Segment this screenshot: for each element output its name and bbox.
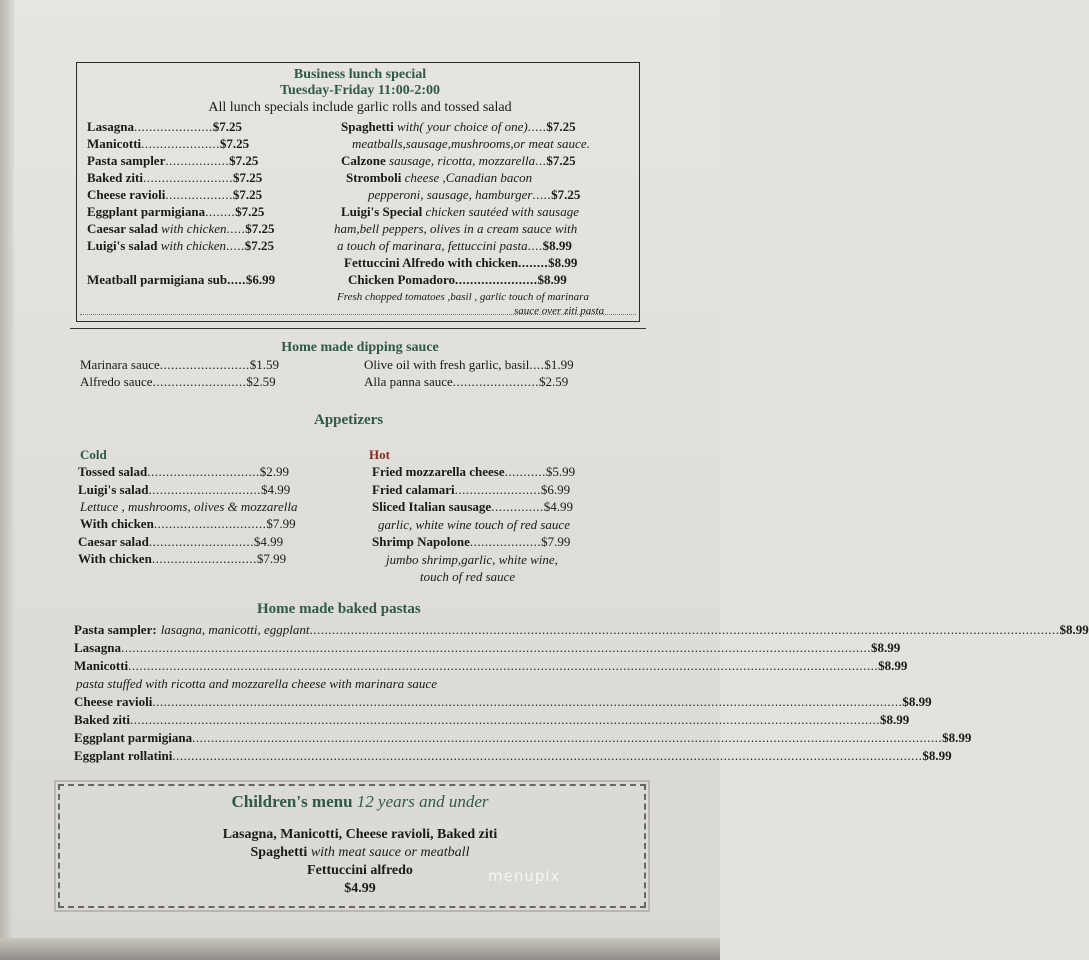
appetizer-item: Fried calamari.......................$6.99 xyxy=(372,482,571,497)
appetizer-item: Sliced Italian sausage..............$4.99 xyxy=(372,499,573,514)
lunch-stromboli-desc: pepperoni, sausage, hamburger.....$7.25 xyxy=(368,187,581,202)
item-price: $8.99 xyxy=(878,658,908,673)
item-name: Baked ziti xyxy=(87,170,143,185)
kids-line-1: Lasagna, Manicotti, Cheese ravioli, Baked ziti xyxy=(222,827,498,842)
item-name: Cheese ravioli xyxy=(87,187,166,202)
lunch-menu-item: Caesar salad with chicken.....$7.25 xyxy=(87,221,275,236)
lunch-menu-item: Luigi's salad with chicken.....$7.25 xyxy=(87,238,275,253)
item-name: Cheese ravioli xyxy=(74,694,153,709)
lunch-pomadoro-desc2: sauce over ziti pasta xyxy=(514,305,605,317)
appetizer-item: Caesar salad............................$4.99 xyxy=(78,534,284,549)
item-price: $8.99 xyxy=(1059,622,1089,637)
pasta-item: Cheese ravioli ........................................................................................................................................................................................................ $8.99 xyxy=(74,694,932,709)
table-surface xyxy=(0,938,720,960)
item-name: Manicotti xyxy=(74,658,129,673)
pasta-item: Eggplant rollatini ........................................................................................................................................................................................................ $8.99 xyxy=(74,748,952,763)
appetizer-item: Tossed salad..............................$2.99 xyxy=(78,464,289,479)
lunch-luigis-special: Luigi's Special chicken sautéed with sausage xyxy=(341,204,579,219)
lunch-spaghetti: Spaghetti with( your choice of one).....$7.25 xyxy=(341,119,576,134)
kids-line-3: Fettuccini alfredo xyxy=(307,863,413,878)
kids-title-line xyxy=(0,792,720,812)
item-name: Eggplant rollatini xyxy=(74,748,173,763)
item-name: Eggplant parmigiana xyxy=(74,730,193,745)
pasta-item: Baked ziti ........................................................................................................................................................................................................ $8.99 xyxy=(74,712,910,727)
lunch-hours: Tuesday-Friday 11:00-2:00 xyxy=(279,83,441,98)
dipping-item: Alla panna sauce.......................$2.59 xyxy=(364,374,569,389)
item-price: $7.25 xyxy=(245,221,275,236)
appetizer-desc: garlic, white wine touch of red sauce xyxy=(378,517,570,532)
lunch-menu-item: Pasta sampler.................$7.25 xyxy=(87,153,259,168)
item-name: Pasta sampler: xyxy=(74,622,157,637)
lunch-menu-item: Baked ziti........................$7.25 xyxy=(87,170,263,185)
pasta-item: Lasagna ........................................................................................................................................................................................................ $8.99 xyxy=(74,640,901,655)
lunch-note: All lunch specials include garlic rolls and tossed salad xyxy=(208,100,512,115)
dipping-item: Olive oil with fresh garlic, basil....$1.99 xyxy=(364,357,574,372)
lunch-special-desc: ham,bell peppers, olives in a cream sauce with xyxy=(334,221,578,236)
item-price: $7.25 xyxy=(229,153,259,168)
kids-line-2: Spaghetti with meat sauce or meatball xyxy=(250,845,470,860)
item-price: $7.25 xyxy=(212,119,242,134)
item-price: $8.99 xyxy=(942,730,972,745)
item-price: $8.99 xyxy=(902,694,932,709)
kids-price: $4.99 xyxy=(344,881,376,896)
pasta-desc: pasta stuffed with ricotta and mozzarella cheese with marinara sauce xyxy=(76,676,437,691)
item-price: $7.25 xyxy=(235,204,265,219)
item-price: $6.99 xyxy=(245,272,276,287)
dipping-item: Alfredo sauce.........................$2.59 xyxy=(80,374,276,389)
lunch-menu-item: Cheese ravioli..................$7.25 xyxy=(87,187,263,202)
lunch-menu-item: Manicotti.....................$7.25 xyxy=(87,136,250,151)
appetizer-item: Shrimp Napolone...................$7.99 xyxy=(372,534,571,549)
item-desc: lasagna, manicotti, eggplant xyxy=(160,622,310,637)
item-name: Luigi's salad xyxy=(87,238,158,253)
page-edge xyxy=(0,0,14,960)
watermark: menupix xyxy=(488,867,561,885)
lunch-stromboli: Stromboli cheese ,Canadian bacon xyxy=(346,170,533,185)
dipping-title: Home made dipping sauce xyxy=(281,340,439,355)
item-desc: with chicken xyxy=(160,238,227,253)
appetizer-item: With chicken..............................$7.99 xyxy=(80,516,296,531)
item-price: $8.99 xyxy=(922,748,952,763)
appetizers-cold-label: Cold xyxy=(80,447,107,462)
appetizer-item: Luigi's salad..............................$4.99 xyxy=(78,482,291,497)
section-divider xyxy=(70,328,646,329)
lunch-calzone: Calzone sausage, ricotta, mozzarella...$7.25 xyxy=(341,153,576,168)
item-name: Lasagna xyxy=(87,119,134,134)
item-name: Eggplant parmigiana xyxy=(87,204,206,219)
item-name: Baked ziti xyxy=(74,712,130,727)
item-price: $7.25 xyxy=(244,238,275,253)
item-name: Caesar salad xyxy=(87,221,158,236)
item-name: Lasagna xyxy=(74,640,121,655)
item-name: Meatball parmigiana sub xyxy=(87,272,228,287)
appetizer-desc: Lettuce , mushrooms, olives & mozzarella xyxy=(80,499,298,514)
lunch-pomadoro: Chicken Pomadoro......................$8.99 xyxy=(348,272,567,287)
item-price: $8.99 xyxy=(870,640,901,655)
lunch-menu-item: Lasagna.....................$7.25 xyxy=(87,119,242,134)
item-price: $7.25 xyxy=(232,170,263,185)
kids-title: Children's menu xyxy=(231,792,353,811)
item-price: $7.25 xyxy=(232,187,263,202)
lunch-title: Business lunch special xyxy=(293,67,427,82)
kids-subtitle: 12 years and under xyxy=(356,792,489,811)
appetizer-desc: jumbo shrimp,garlic, white wine, xyxy=(386,552,558,567)
pasta-item: Manicotti ........................................................................................................................................................................................................ $8.99 xyxy=(74,658,908,673)
lunch-special-desc2: a touch of marinara, fettuccini pasta....$8.99 xyxy=(337,238,572,253)
lunch-fettuccini: Fettuccini Alfredo with chicken........$8.99 xyxy=(344,255,578,270)
item-name: Manicotti xyxy=(87,136,142,151)
item-price: $8.99 xyxy=(879,712,910,727)
appetizer-item: With chicken............................$7.99 xyxy=(78,551,287,566)
appetizers-title: Appetizers xyxy=(314,412,384,428)
item-price: $7.25 xyxy=(219,136,250,151)
lunch-sub-item: Meatball parmigiana sub.....$6.99 xyxy=(87,272,276,287)
pasta-item: Pasta sampler: lasagna, manicotti, eggplant ........................................................................................................................................................................................................ $8.99 xyxy=(74,622,1089,637)
appetizer-item: Fried mozzarella cheese...........$5.99 xyxy=(372,464,576,479)
appetizer-desc: touch of red sauce xyxy=(420,569,516,584)
lunch-spaghetti-desc: meatballs,sausage,mushrooms,or meat sauce. xyxy=(352,136,590,151)
appetizers-hot-label: Hot xyxy=(369,447,390,462)
pastas-title: Home made baked pastas xyxy=(257,601,421,617)
lunch-pomadoro-desc: Fresh chopped tomatoes ,basil , garlic touch of marinara xyxy=(337,291,589,303)
lunch-menu-item: Eggplant parmigiana........$7.25 xyxy=(87,204,265,219)
dipping-item: Marinara sauce........................$1.59 xyxy=(80,357,280,372)
item-desc: with chicken xyxy=(161,221,227,236)
pasta-item: Eggplant parmigiana ........................................................................................................................................................................................................ $8.99 xyxy=(74,730,972,745)
item-name: Pasta sampler xyxy=(87,153,166,168)
